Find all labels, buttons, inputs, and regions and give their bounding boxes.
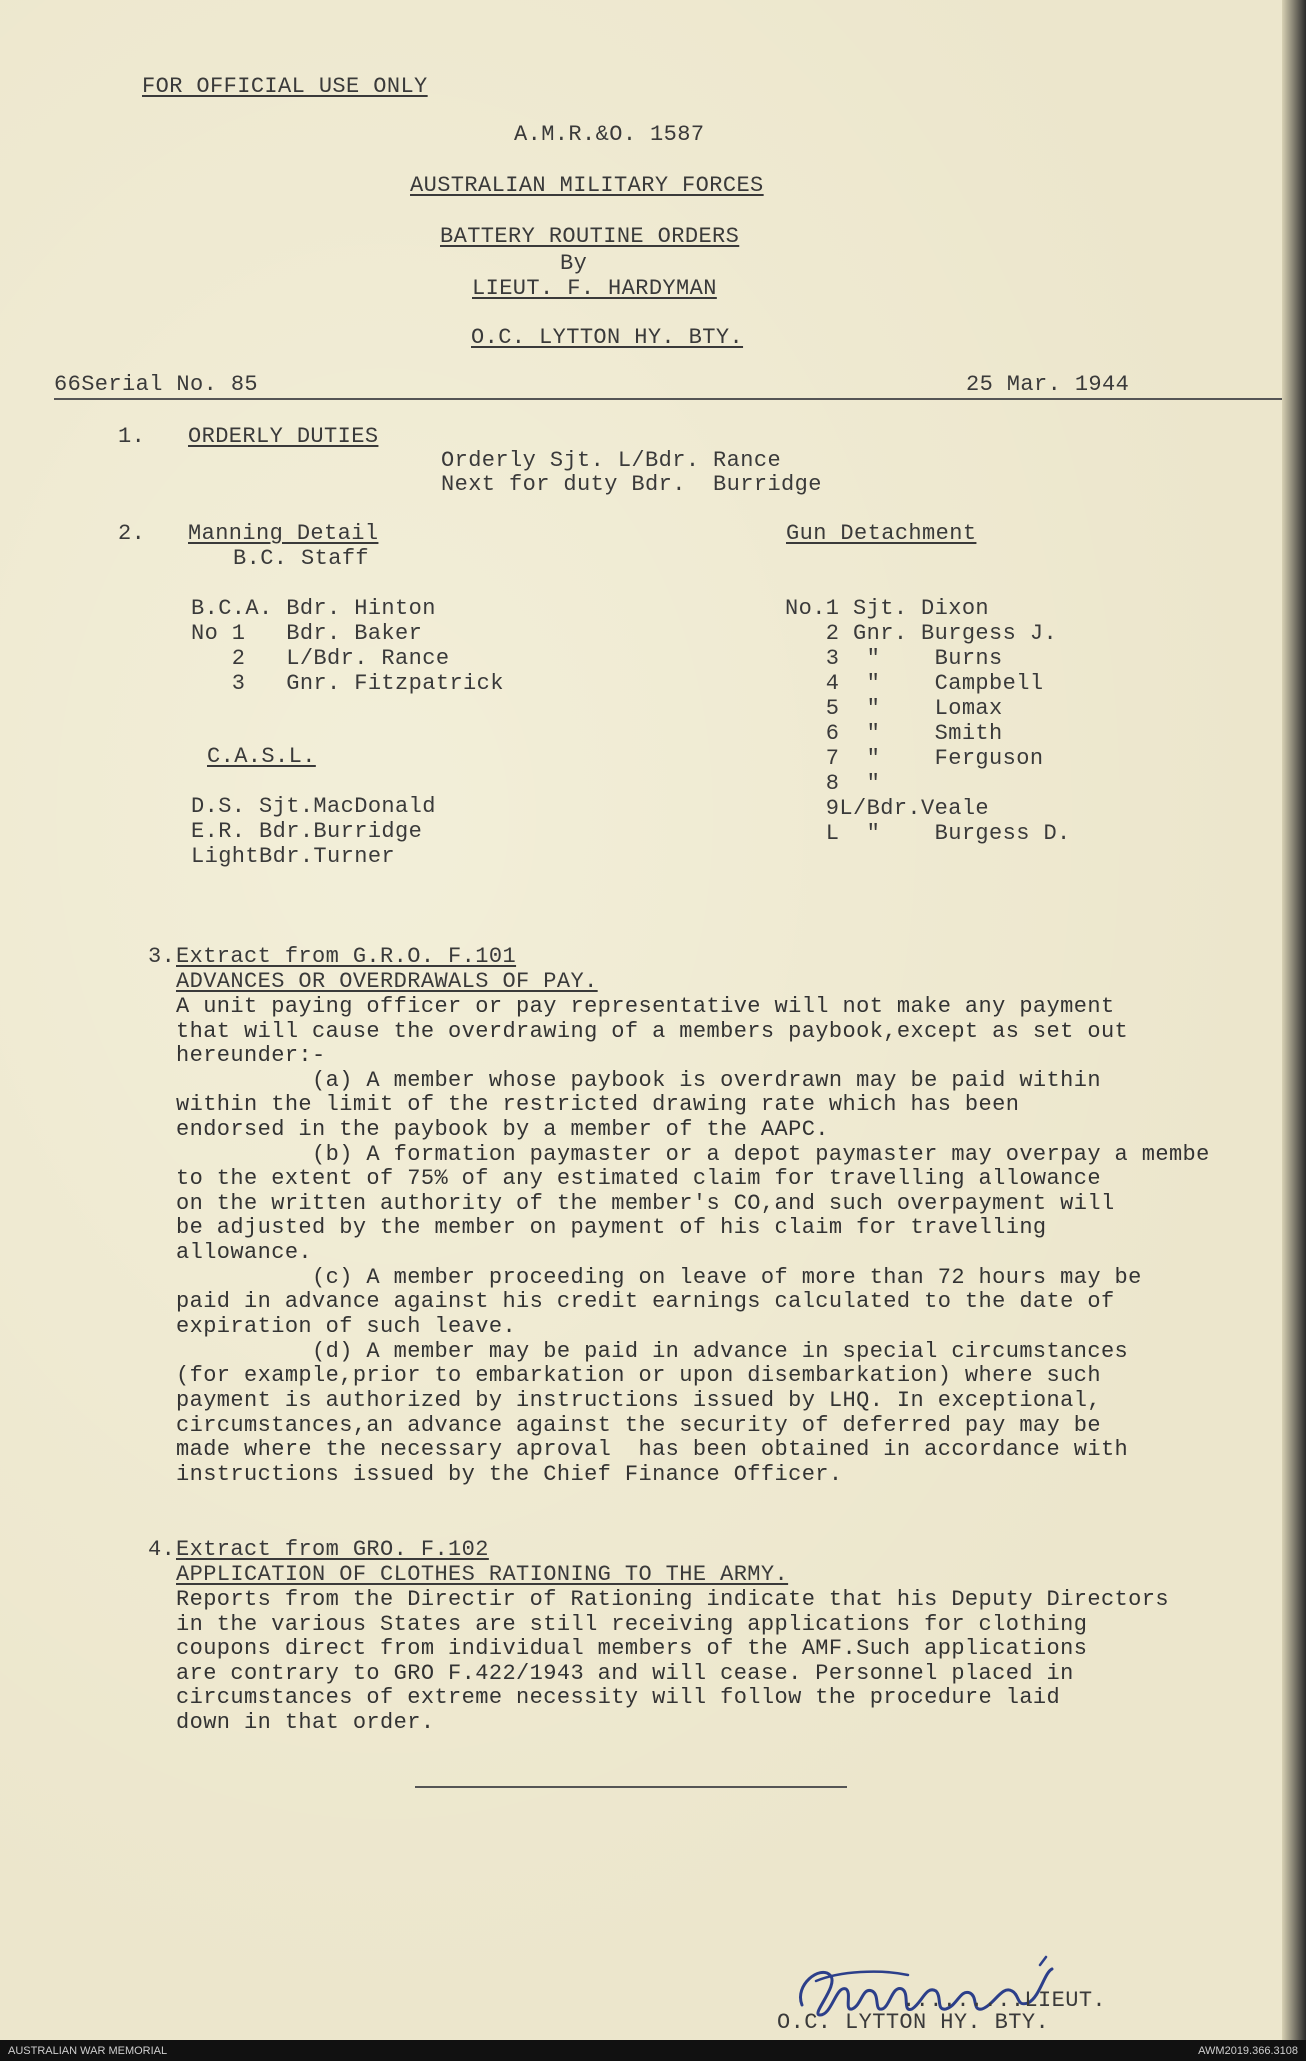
body-line: within the limit of the restricted drawing rate which has been (176, 1092, 1020, 1117)
signature-unit: O.C. LYTTON HY. BTY. (777, 2010, 1050, 2035)
body-line: (c) A member proceeding on leave of more than 72 hours may be (176, 1265, 1142, 1290)
body-line: A unit paying officer or pay representative will not make any payment (176, 994, 1115, 1019)
section-4-subtitle: APPLICATION OF CLOTHES RATIONING TO THE ARMY. (176, 1562, 789, 1587)
section-2-number: 2. (118, 521, 146, 546)
body-line: hereunder:- (176, 1043, 326, 1068)
body-line: (b) A formation paymaster or a depot paymaster may overpay a membe (176, 1142, 1210, 1167)
list-item: D.S. Sjt.MacDonald (191, 794, 436, 819)
list-item: E.R. Bdr.Burridge (191, 819, 423, 844)
section-4-title: Extract from GRO. F.102 (176, 1537, 489, 1562)
by-label: By (560, 251, 588, 276)
archive-footer (0, 2040, 1306, 2061)
list-item: 9L/Bdr.Veale (785, 796, 990, 821)
next-for-duty: Next for duty Bdr. Burridge (441, 472, 822, 497)
gun-detachment-title: Gun Detachment (786, 521, 977, 546)
body-line: on the written authority of the member's CO,and such overpayment will (176, 1191, 1115, 1216)
body-line: paid in advance against his credit earnings calculated to the date of (176, 1289, 1115, 1314)
list-item: 8 " (785, 771, 881, 796)
section-4-number: 4. (148, 1537, 176, 1562)
body-line: circumstances,an advance against the security of deferred pay may be (176, 1413, 1101, 1438)
official-use-label: FOR OFFICIAL USE ONLY (142, 74, 428, 99)
forces-heading: AUSTRALIAN MILITARY FORCES (410, 173, 764, 198)
list-item: 4 " Campbell (785, 671, 1044, 696)
body-line: (d) A member may be paid in advance in special circumstances (176, 1339, 1129, 1364)
manning-detail-title: Manning Detail (188, 521, 379, 546)
body-line: coupons direct from individual members of the AMF.Such applications (176, 1636, 1088, 1661)
header-rule (54, 398, 1282, 400)
list-item: 2 L/Bdr. Rance (191, 646, 450, 671)
amr-reference: A.M.R.&O. 1587 (514, 122, 705, 147)
body-line: instructions issued by the Chief Finance Officer. (176, 1462, 843, 1487)
orderly-sergeant: Orderly Sjt. L/Bdr. Rance (441, 448, 782, 473)
list-item: 3 " Burns (785, 646, 1003, 671)
footer-source: AUSTRALIAN WAR MEMORIAL (8, 2045, 168, 2057)
body-line: to the extent of 75% of any estimated claim for travelling allowance (176, 1166, 1101, 1191)
section-3-title: Extract from G.R.O. F.101 (176, 944, 517, 969)
list-item: 7 " Ferguson (785, 746, 1044, 771)
serial-number: 66Serial No. 85 (54, 372, 259, 397)
casl-title: C.A.S.L. (207, 744, 316, 769)
list-item: L " Burgess D. (785, 821, 1071, 846)
section-1-title: ORDERLY DUTIES (188, 424, 379, 449)
section-1-number: 1. (118, 424, 146, 449)
unit-name: O.C. LYTTON HY. BTY. (471, 325, 744, 350)
body-line: (for example,prior to embarkation or upon disembarkation) where such (176, 1363, 1101, 1388)
section-3-number: 3. (148, 944, 176, 969)
body-line: that will cause the overdrawing of a members paybook,except as set out (176, 1019, 1129, 1044)
list-item: No.1 Sjt. Dixon (785, 596, 990, 621)
footer-accession: AWM2019.366.3108 (1198, 2045, 1298, 2057)
bc-staff-label: B.C. Staff (233, 546, 370, 571)
list-item: 6 " Smith (785, 721, 1003, 746)
closing-rule (415, 1786, 847, 1788)
body-line: allowance. (176, 1240, 313, 1265)
body-line: made where the necessary aproval has been obtained in accordance with (176, 1437, 1129, 1462)
list-item: No 1 Bdr. Baker (191, 621, 423, 646)
body-line: down in that order. (176, 1710, 435, 1735)
body-line: are contrary to GRO F.422/1943 and will cease. Personnel placed in (176, 1661, 1074, 1686)
body-line: expiration of such leave. (176, 1314, 517, 1339)
body-line: (a) A member whose paybook is overdrawn may be paid within (176, 1068, 1101, 1093)
body-line: in the various States are still receiving applications for clothing (176, 1612, 1088, 1637)
list-item: 5 " Lomax (785, 696, 1003, 721)
list-item: 3 Gnr. Fitzpatrick (191, 671, 504, 696)
list-item: B.C.A. Bdr. Hinton (191, 596, 436, 621)
body-line: payment is authorized by instructions issued by LHQ. In exceptional, (176, 1388, 1101, 1413)
list-item: LightBdr.Turner (191, 844, 396, 869)
signature-line: .........LIEUT. (902, 1988, 1107, 2013)
order-date: 25 Mar. 1944 (966, 372, 1130, 397)
body-line: circumstances of extreme necessity will follow the procedure laid (176, 1685, 1061, 1710)
page-edge-shadow (1282, 0, 1306, 2040)
orders-heading: BATTERY ROUTINE ORDERS (440, 224, 740, 249)
body-line: be adjusted by the member on payment of his claim for travelling (176, 1215, 1047, 1240)
list-item: 2 Gnr. Burgess J. (785, 621, 1058, 646)
officer-name: LIEUT. F. HARDYMAN (472, 276, 717, 301)
body-line: endorsed in the paybook by a member of the AAPC. (176, 1117, 829, 1142)
body-line: Reports from the Directir of Rationing indicate that his Deputy Directors (176, 1587, 1169, 1612)
section-3-subtitle: ADVANCES OR OVERDRAWALS OF PAY. (176, 969, 598, 994)
